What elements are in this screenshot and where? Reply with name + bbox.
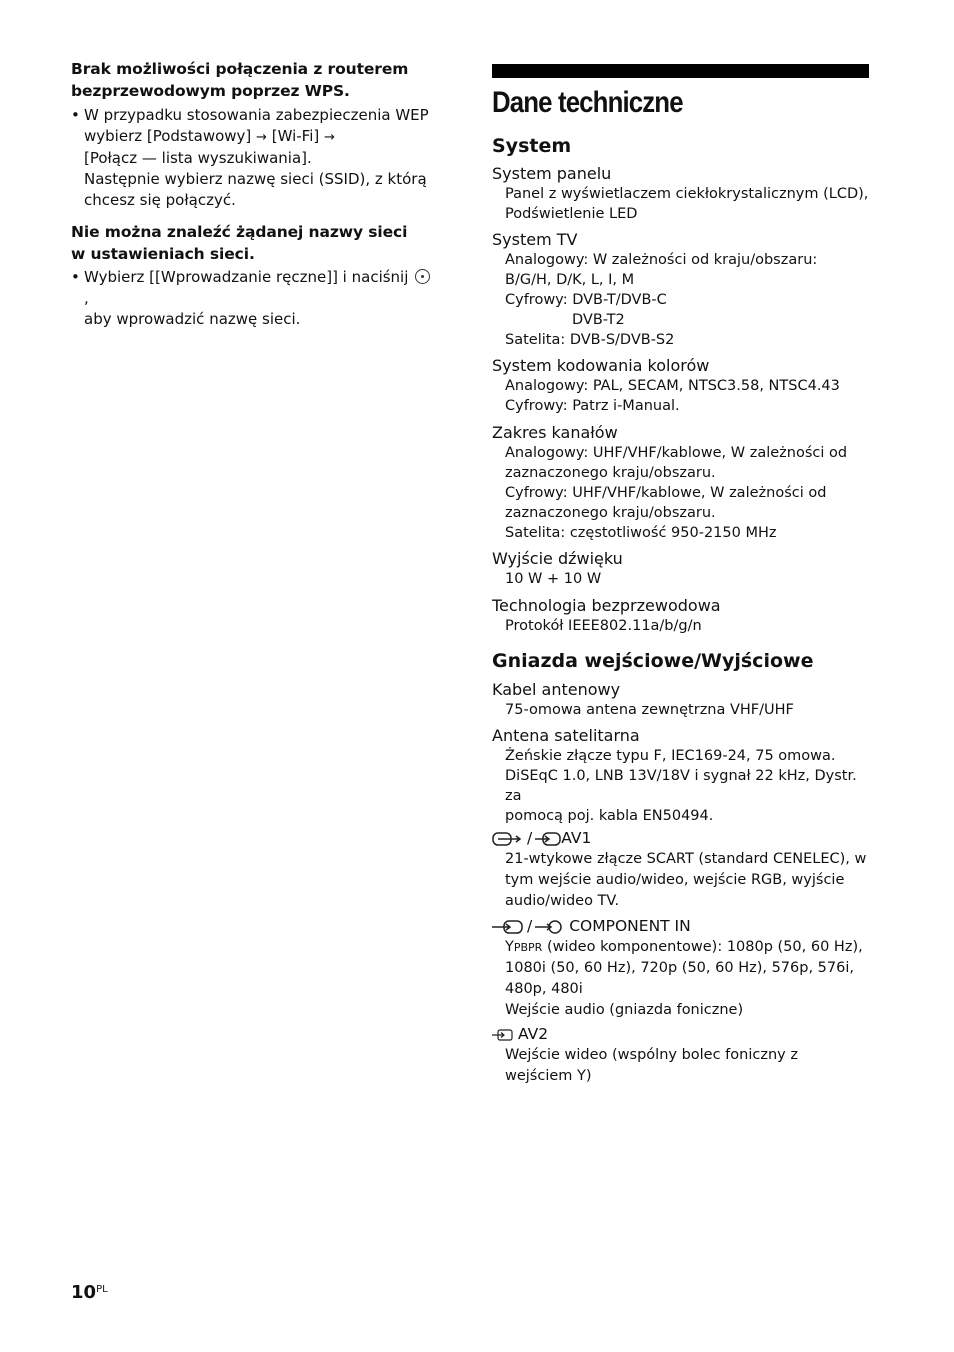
av2-input-icon bbox=[492, 1027, 514, 1043]
wireless-label: Technologia bezprzewodowa bbox=[492, 596, 721, 615]
spec-value: 75-omowa antena zewnętrzna VHF/UHF bbox=[505, 702, 794, 718]
satellite-label: Antena satelitarna bbox=[492, 726, 640, 745]
language-code: PL bbox=[96, 1284, 108, 1295]
spec-value: 1080i (50, 60 Hz), 720p (50, 60 Hz), 576p, 576i, bbox=[505, 960, 854, 976]
av2-label-row bbox=[492, 1024, 870, 1045]
spec-value: Protokół IEEE802.11a/b/g/n bbox=[505, 618, 702, 634]
wps-heading: Brak możliwości połączenia z routerem bezprzewodowym poprzez WPS. bbox=[71, 60, 409, 100]
spec-value: Panel z wyświetlaczem ciekłokrystalicznym (LCD), bbox=[505, 186, 869, 202]
spec-value: Satelita: DVB-S/DVB-S2 bbox=[505, 332, 675, 348]
left-column bbox=[71, 58, 431, 330]
ssid-heading: Nie można znaleźć żądanej nazwy sieci w ustawieniach sieci. bbox=[71, 223, 408, 263]
wps-bullet bbox=[71, 105, 431, 211]
input-arrow-icon bbox=[535, 831, 561, 847]
separator: / bbox=[527, 917, 533, 935]
ssid-line1: Wybierz [[Wprowadzanie ręczne]] i naciśnij bbox=[84, 268, 409, 286]
wps-line4: Następnie wybierz nazwę sieci (SSID), z którą bbox=[84, 170, 427, 188]
color-system-label: System kodowania kolorów bbox=[492, 356, 710, 375]
spec-value: Analogowy: PAL, SECAM, NTSC3.58, NTSC4.43 bbox=[505, 378, 840, 394]
component-input-output-icon bbox=[492, 919, 524, 935]
spec-value: Analogowy: UHF/VHF/kablowe, W zależności od bbox=[505, 445, 848, 461]
arrow-icon: → bbox=[324, 130, 335, 145]
section-top-bar bbox=[492, 64, 869, 78]
spec-value: Cyfrowy: DVB-T/DVB-C bbox=[505, 292, 667, 308]
ssid-line2: aby wprowadzić nazwę sieci. bbox=[84, 310, 301, 328]
wps-line3: [Połącz — lista wyszukiwania]. bbox=[84, 149, 312, 167]
tv-system-label: System TV bbox=[492, 230, 578, 249]
spec-value: 10 W + 10 W bbox=[505, 571, 602, 587]
page-title: Dane techniczne bbox=[492, 86, 683, 119]
io-heading: Gniazda wejściowe/Wyjściowe bbox=[492, 650, 814, 672]
wps-line2: wybierz [Podstawowy] → [Wi-Fi] → bbox=[84, 127, 335, 145]
audio-output-label: Wyjście dźwięku bbox=[492, 549, 623, 568]
spec-value: B/G/H, D/K, L, I, M bbox=[505, 272, 635, 288]
separator: / bbox=[527, 829, 533, 847]
spec-value: 21-wtykowe złącze SCART (standard CENELEC), w bbox=[505, 851, 867, 867]
scart-input-output-icon bbox=[492, 831, 524, 847]
channel-range-label: Zakres kanałów bbox=[492, 423, 618, 442]
spec-value: YPBPR (wideo komponentowe): 1080p (50, 60 Hz), bbox=[505, 939, 863, 955]
spec-value: Cyfrowy: Patrz i-Manual. bbox=[505, 398, 680, 414]
spec-value: pomocą poj. kabla EN50494. bbox=[505, 808, 714, 824]
wps-line5: chcesz się połączyć. bbox=[84, 191, 236, 209]
spec-value: Wejście wideo (wspólny bolec foniczny z bbox=[505, 1047, 798, 1063]
arrow-icon: → bbox=[256, 130, 267, 145]
av1-label-row bbox=[492, 828, 870, 849]
component-label: COMPONENT IN bbox=[569, 917, 691, 935]
av2-label: AV2 bbox=[518, 1025, 549, 1043]
spec-value: Cyfrowy: UHF/VHF/kablowe, W zależności od bbox=[505, 485, 827, 501]
input-arrow-icon bbox=[535, 919, 565, 935]
ssid-bullet: • Wybierz [[Wprowadzanie ręczne]] i naciśnij , aby wprowadzić nazwę sieci. bbox=[71, 267, 431, 330]
spec-value: Żeńskie złącze typu F, IEC169-24, 75 omowa. bbox=[505, 748, 836, 764]
spec-value: DVB-T2 bbox=[572, 312, 625, 328]
spec-value: 480p, 480i bbox=[505, 981, 583, 997]
wps-line1: W przypadku stosowania zabezpieczenia WEP bbox=[84, 106, 429, 124]
panel-label: System panelu bbox=[492, 164, 612, 183]
enter-button-icon bbox=[415, 269, 430, 284]
spec-value: tym wejście audio/wideo, wejście RGB, wyjście bbox=[505, 872, 845, 888]
bullet-glyph: • bbox=[71, 106, 80, 124]
page-number: $10^{PL}$ bbox=[71, 1282, 108, 1303]
spec-value: wejściem Y) bbox=[505, 1068, 592, 1084]
spec-value: zaznaczonego kraju/obszaru. bbox=[505, 505, 716, 521]
spec-value: Podświetlenie LED bbox=[505, 206, 638, 222]
spec-value: DiSEqC 1.0, LNB 13V/18V i sygnał 22 kHz, Dystr. za bbox=[505, 768, 857, 804]
av1-label: AV1 bbox=[561, 829, 592, 847]
spec-value: Analogowy: W zależności od kraju/obszaru: bbox=[505, 252, 818, 268]
spec-value: zaznaczonego kraju/obszaru. bbox=[505, 465, 716, 481]
right-column bbox=[492, 64, 870, 1087]
component-label-row bbox=[492, 916, 870, 937]
bullet-glyph: • bbox=[71, 268, 80, 286]
system-heading: System bbox=[492, 135, 572, 157]
spec-value: Wejście audio (gniazda foniczne) bbox=[505, 1002, 744, 1018]
antenna-label: Kabel antenowy bbox=[492, 680, 621, 699]
spec-value: audio/wideo TV. bbox=[505, 893, 620, 909]
spec-value: Satelita: częstotliwość 950-2150 MHz bbox=[505, 525, 777, 541]
